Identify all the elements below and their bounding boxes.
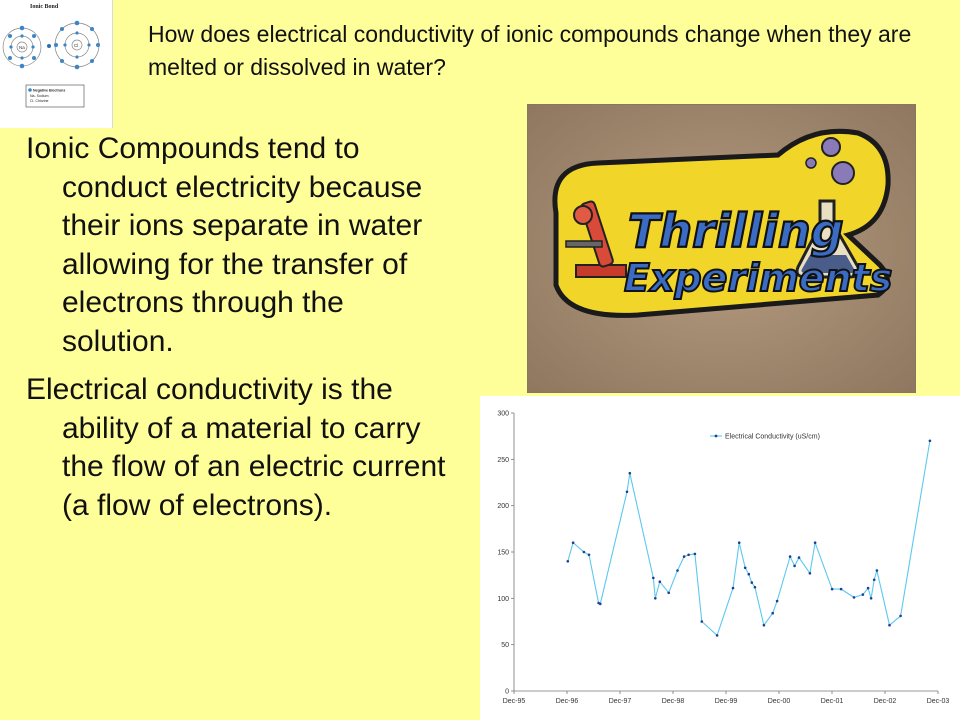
- logo-word-thrilling: Thrilling: [628, 204, 844, 258]
- x-tick-label: Dec-97: [608, 698, 632, 705]
- data-point: [583, 551, 586, 554]
- thrilling-experiments-logo: [528, 105, 915, 392]
- data-point: [929, 440, 932, 443]
- y-tick-label: 250: [497, 456, 509, 464]
- data-point: [840, 588, 843, 591]
- bubble-icon: [822, 138, 840, 156]
- data-point: [867, 587, 870, 590]
- data-point: [751, 581, 754, 584]
- x-tick-label: Dec-99: [714, 698, 738, 705]
- y-tick-label: 100: [497, 595, 509, 603]
- slide-title: How does electrical conductivity of ionic compounds change when they are melted or dissolved in water?: [148, 21, 912, 80]
- data-point: [754, 586, 757, 589]
- x-tick-label: Dec-01: [820, 698, 844, 705]
- data-point: [687, 554, 690, 557]
- legend-title: Negative Electrons: [33, 88, 66, 93]
- data-point: [876, 569, 879, 572]
- x-tick-label: Dec-98: [661, 698, 685, 705]
- data-point: [888, 624, 891, 627]
- paragraph-ionic-compounds: Ionic Compounds tend to conduct electricity because their ions separate in water allowing for the transfer of electrons through the solution.: [26, 132, 423, 358]
- x-axis-ticks: [502, 688, 950, 705]
- data-point: [683, 555, 686, 558]
- series-points: [567, 440, 932, 637]
- data-point: [744, 567, 747, 570]
- x-tick-label: Dec-00: [767, 698, 791, 705]
- data-point: [572, 541, 575, 544]
- data-point: [831, 588, 834, 591]
- data-point: [716, 634, 719, 637]
- electron-legend-icon: [28, 88, 32, 92]
- data-point: [873, 579, 876, 582]
- y-tick-label: 200: [497, 503, 509, 511]
- logo-word-experiments: Experiments: [624, 256, 893, 300]
- data-point: [667, 592, 670, 595]
- legend-label: Electrical Conductivity (uS/cm): [725, 433, 820, 441]
- body-text: [26, 130, 446, 535]
- y-tick-label: 300: [497, 410, 509, 418]
- ionic-bond-diagram: [0, 0, 113, 128]
- data-point: [654, 597, 657, 600]
- x-tick-label: Dec-96: [555, 698, 579, 705]
- data-point: [763, 624, 766, 627]
- data-point: [809, 572, 812, 575]
- bubble-icon: [806, 158, 816, 168]
- series-line: [568, 441, 930, 636]
- data-point: [870, 597, 873, 600]
- data-point: [588, 554, 591, 557]
- data-point: [862, 593, 865, 596]
- sodium-label: Na: [19, 45, 25, 50]
- y-tick-label: 50: [501, 642, 509, 650]
- video-still[interactable]: [527, 104, 916, 393]
- data-point: [793, 565, 796, 568]
- bubble-icon: [832, 162, 854, 184]
- legend-line-chlorine: Cl- Chlorine: [30, 99, 49, 103]
- data-point: [694, 553, 697, 556]
- data-point: [738, 541, 741, 544]
- data-point: [567, 560, 570, 563]
- data-point: [853, 596, 856, 599]
- diagram-heading: Ionic Bond: [30, 4, 59, 10]
- data-point: [771, 612, 774, 615]
- data-point: [776, 600, 779, 603]
- legend-marker: [715, 435, 718, 438]
- legend-line-sodium: Na- Sodium: [30, 94, 49, 98]
- y-tick-label: 0: [505, 688, 509, 696]
- data-point: [748, 573, 751, 576]
- data-point: [626, 491, 629, 494]
- paragraph-definition: Electrical conductivity is the ability of a material to carry the flow of an electric current (a flow of electrons).: [26, 373, 446, 522]
- data-point: [899, 615, 902, 618]
- data-point: [629, 472, 632, 475]
- data-point: [701, 620, 704, 623]
- data-point: [789, 555, 792, 558]
- chart-axes: [514, 413, 938, 691]
- data-point: [814, 541, 817, 544]
- conductivity-chart: [480, 396, 960, 720]
- y-tick-label: 150: [497, 549, 509, 557]
- ionic-bond-graphic: [0, 0, 112, 128]
- chart-canvas: [480, 396, 960, 720]
- x-tick-label: Dec-02: [873, 698, 897, 705]
- x-tick-label: Dec-95: [502, 698, 526, 705]
- chlorine-label: Cl: [74, 43, 79, 48]
- x-tick-label: Dec-03: [926, 698, 950, 705]
- y-axis-ticks: [497, 411, 514, 696]
- data-point: [599, 603, 602, 606]
- data-point: [798, 556, 801, 559]
- chart-legend: [710, 434, 820, 441]
- data-point: [732, 587, 735, 590]
- data-point: [676, 569, 679, 572]
- data-point: [652, 577, 655, 580]
- data-point: [659, 580, 662, 583]
